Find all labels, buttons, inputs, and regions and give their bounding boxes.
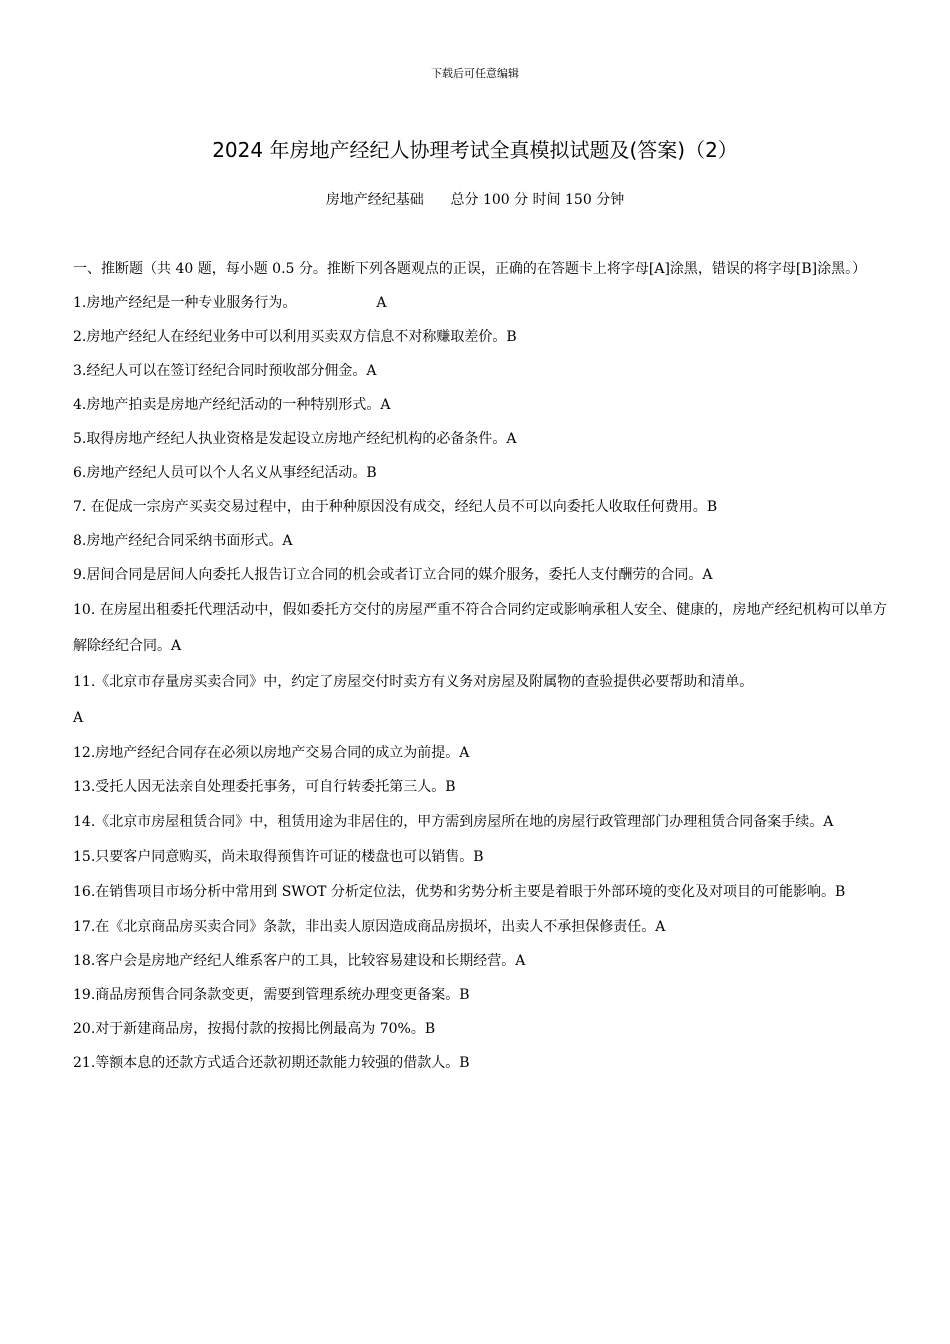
question-text: 14.《北京市房屋租赁合同》中，租赁用途为非居住的，甲方需到房屋所在地的房屋行政管理部门办理租赁合同备案手续。: [73, 814, 824, 830]
question-item: [73, 804, 887, 840]
answer-label: A: [506, 431, 517, 447]
answer-label: A: [459, 745, 470, 761]
question-text: 2.房地产经纪人在经纪业务中可以利用买卖双方信息不对称赚取差价。: [73, 329, 507, 345]
question-item: [73, 874, 887, 910]
question-text: 17.在《北京商品房买卖合同》条款，非出卖人原因造成商品房损坏，出卖人不承担保修责任。: [73, 919, 656, 935]
question-text: 12.房地产经纪合同存在必须以房地产交易合同的成立为前提。: [73, 745, 460, 761]
question-item: [73, 286, 887, 320]
question-item: [73, 422, 887, 456]
question-item: [73, 978, 887, 1012]
section-intro: 一、推断题（共 40 题，每小题 0.5 分。推断下列各题观点的正误，正确的在答题卡上将字母[A]涂黑，错误的将字母[B]涂黑。）: [73, 261, 867, 277]
question-item: [73, 910, 887, 944]
question-text: 9.居间合同是居间人向委托人报告订立合同的机会或者订立合同的媒介服务，委托人支付酬劳的合同。: [73, 567, 703, 583]
question-text: 5.取得房地产经纪人执业资格是发起设立房地产经纪机构的必备条件。: [73, 431, 507, 447]
answer-label: B: [445, 779, 456, 795]
question-item: [73, 558, 887, 592]
question-text: 3.经纪人可以在签订经纪合同时预收部分佣金。: [73, 363, 367, 379]
question-item: [73, 388, 887, 422]
answer-label: A: [702, 567, 713, 583]
answer-label: A: [823, 814, 834, 830]
answer-label: A: [282, 533, 293, 549]
question-text: 10. 在房屋出租委托代理活动中，假如委托方交付的房屋严重不符合合同约定或影响承租人安全、健康的，房地产经纪机构可以单方解除经纪合同。: [73, 602, 887, 654]
question-item: [73, 944, 887, 978]
question-text: 8.房地产经纪合同采纳书面形式。: [73, 533, 283, 549]
question-text: 15.只要客户同意购买，尚未取得预售许可证的楼盘也可以销售。: [73, 849, 474, 865]
question-section: [73, 252, 887, 1080]
answer-label: A: [655, 919, 666, 935]
question-item: [73, 456, 887, 490]
answer-label: A: [366, 363, 377, 379]
question-text: 6.房地产经纪人员可以个人名义从事经纪活动。: [73, 465, 367, 481]
question-item: [73, 664, 887, 736]
answer-label: B: [706, 499, 718, 515]
question-item: [73, 490, 887, 524]
answer-label: B: [506, 329, 517, 345]
answer-label: A: [380, 397, 391, 413]
question-item: [73, 736, 887, 770]
subtitle: 房地产经纪基础 总分 100 分 时间 150 分钟: [325, 192, 625, 208]
header-note: 下载后可任意编辑: [431, 67, 519, 80]
page-title: 2024 年房地产经纪人协理考试全真模拟试题及(答案)（2）: [212, 138, 738, 162]
question-item: [73, 1012, 887, 1046]
question-text: 1.房地产经纪是一种专业服务行为。: [73, 295, 297, 311]
question-item: [73, 320, 887, 354]
question-text: 20.对于新建商品房，按揭付款的按揭比例最高为 70%。: [73, 1021, 425, 1037]
question-list: [73, 286, 887, 1080]
question-text: 19.商品房预售合同条款变更，需要到管理系统办理变更备案。: [73, 987, 460, 1003]
answer-label: B: [459, 987, 470, 1003]
answer-label: A: [515, 953, 526, 969]
question-item: [73, 524, 887, 558]
question-text: 21.等额本息的还款方式适合还款初期还款能力较强的借款人。: [73, 1055, 460, 1071]
answer-label: A: [73, 710, 84, 726]
answer-label: B: [473, 849, 484, 865]
question-text: 13.受托人因无法亲自处理委托事务，可自行转委托第三人。: [73, 779, 446, 795]
question-text: 4.房地产拍卖是房地产经纪活动的一种特别形式。: [73, 397, 381, 413]
answer-label: B: [459, 1055, 470, 1071]
question-item: [73, 592, 887, 664]
question-item: [73, 770, 887, 804]
answer-label: B: [366, 465, 377, 481]
answer-label: B: [834, 884, 846, 900]
question-item: [73, 1046, 887, 1080]
question-item: [73, 354, 887, 388]
question-text: 18.客户会是房地产经纪人维系客户的工具，比较容易建设和长期经营。: [73, 953, 516, 969]
question-text: 7. 在促成一宗房产买卖交易过程中，由于种种原因没有成交，经纪人员不可以向委托人收取任何费用。: [73, 499, 707, 515]
question-item: [73, 840, 887, 874]
answer-label: B: [424, 1021, 436, 1037]
question-text: 11.《北京市存量房买卖合同》中，约定了房屋交付时卖方有义务对房屋及附属物的查验提供必要帮助和清单。: [73, 674, 754, 690]
question-text: 16.在销售项目市场分析中常用到 SWOT 分析定位法，优势和劣势分析主要是着眼于外部环境的变化及对项目的可能影响。: [73, 884, 835, 900]
answer-label: A: [171, 638, 182, 654]
answer-label: A: [376, 295, 387, 311]
